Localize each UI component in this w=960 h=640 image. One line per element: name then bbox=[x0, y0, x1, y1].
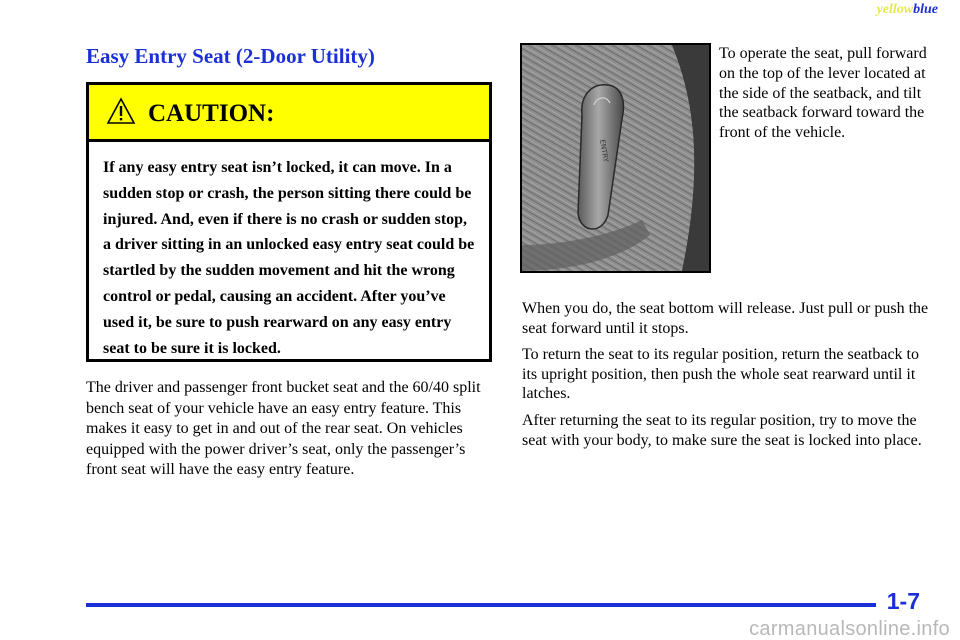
caution-box bbox=[86, 82, 492, 362]
footer-rule bbox=[86, 603, 876, 607]
paragraph-release: When you do, the seat bottom will release. Just pull or push the seat forward until it stops. bbox=[522, 300, 929, 337]
page-number: 1-7 bbox=[886, 588, 920, 614]
warning-triangle-icon bbox=[106, 97, 136, 125]
caution-text: If any easy entry seat isn’t locked, it can move. In a sudden stop or crash, the person sitting there could be injured. And, even if there is no crash or sudden stop, a driver sitting in an unlocked easy entry seat could be startled by the sudden movement and hit the wrong control or pedal, causing an accident. After you’ve used it, be sure to push rearward on any easy entry seat to be sure it is locked. bbox=[103, 159, 475, 357]
lever-instructions: To operate the seat, pull forward on the top of the lever located at the side of the seatback, and tilt the seatback forward toward the front of the vehicle. bbox=[719, 45, 927, 142]
header-color-tag bbox=[877, 2, 938, 18]
caution-label: CAUTION: bbox=[148, 100, 275, 127]
paragraph-check-lock: After returning the seat to its regular position, try to move the seat with your body, to make sure the seat is locked into place. bbox=[522, 411, 922, 449]
easy-entry-description: The driver and passenger front bucket seat and the 60/40 split bench seat of your vehicle have an easy entry feature. This makes it easy to get in and out of the rear seat. On vehicles equipped with the power driver’s seat, only the passenger’s front seat will have the easy entry feature. bbox=[86, 379, 481, 479]
caution-header bbox=[89, 85, 489, 142]
paragraph-return: To return the seat to its regular position, return the seatback to its upright position, then push the whole seat rearward until it latches. bbox=[522, 346, 919, 403]
header-tag-yellow: yellow bbox=[876, 2, 914, 17]
seat-lever-photo bbox=[520, 43, 711, 273]
watermark: carmanualsonline.info bbox=[749, 618, 950, 640]
section-title: Easy Entry Seat (2-Door Utility) bbox=[86, 44, 375, 68]
header-tag-blue: blue bbox=[913, 2, 938, 17]
svg-text:ENTRY: ENTRY bbox=[598, 138, 610, 163]
seat-operation-text bbox=[522, 299, 934, 457]
